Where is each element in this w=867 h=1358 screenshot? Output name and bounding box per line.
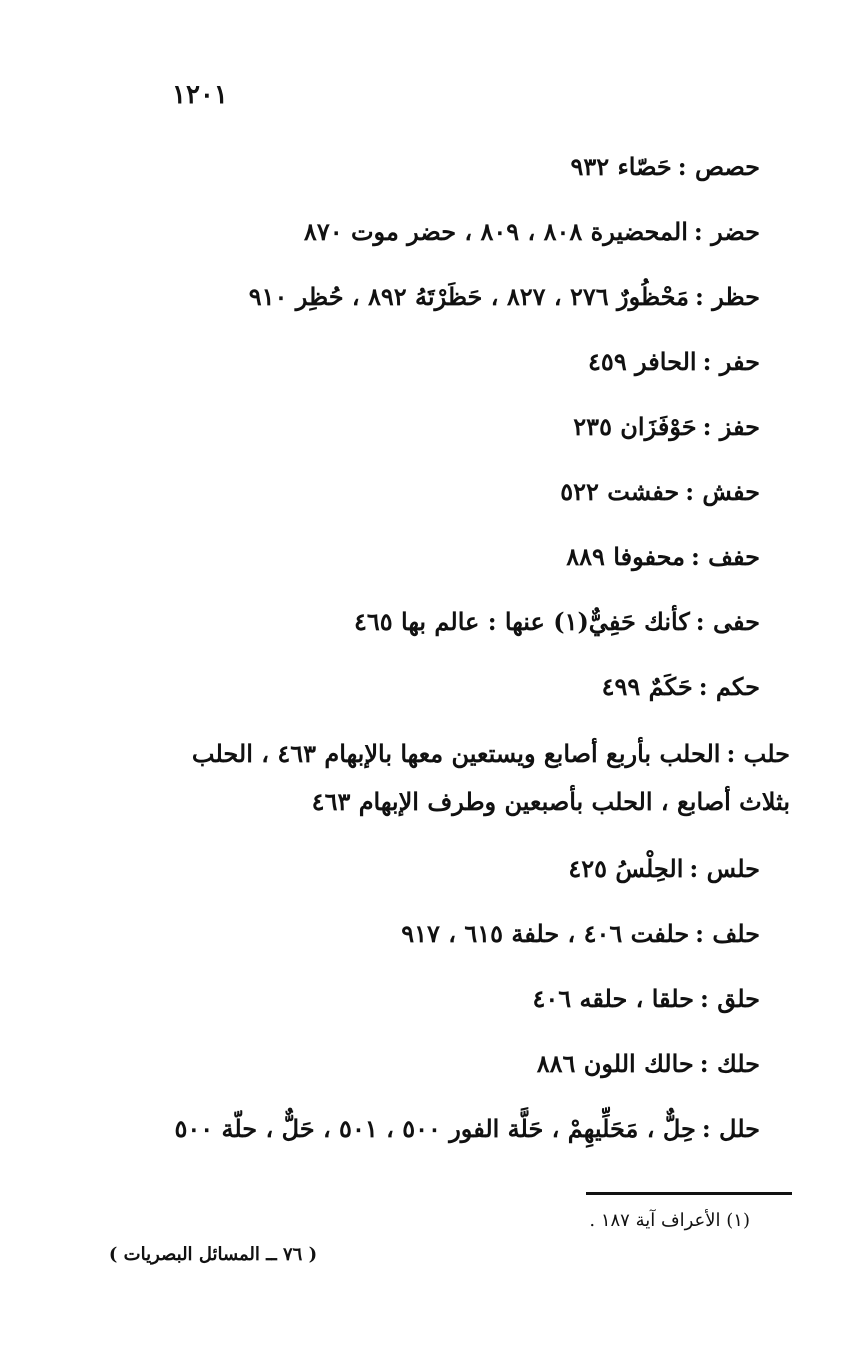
entry-text: حَكَمٌ ٤٩٩	[601, 672, 693, 701]
index-entry	[130, 1042, 760, 1086]
entry-root: حكم :	[698, 672, 760, 701]
entry-text: حَصّاء ٩٣٢	[570, 152, 672, 181]
index-entry	[130, 405, 760, 449]
index-entry	[140, 730, 790, 826]
index-entry	[130, 470, 760, 514]
entry-text: حلفت ٤٠٦ ، حلفة ٦١٥ ، ٩١٧	[401, 919, 690, 948]
index-entries	[130, 145, 790, 1172]
entry-text: كأنك حَفِيٌّ(١) عنها : عالم بها ٤٦٥	[353, 607, 690, 636]
index-entry	[130, 912, 760, 956]
entry-text: مَحْظُورٌ ٢٧٦ ، ٨٢٧ ، حَظَرْتَهُ ٨٩٢ ، حُظِر ٩١٠	[248, 282, 690, 311]
entry-text: الحافر ٤٥٩	[588, 347, 697, 376]
footnote: (١) الأعراف آية ١٨٧ .	[589, 1210, 750, 1231]
index-entry	[130, 600, 760, 644]
entry-root: حلق :	[699, 984, 760, 1013]
entry-root: حفى :	[695, 607, 760, 636]
entry-text: محفوفا ٨٨٩	[566, 542, 685, 571]
page-number: ١٢٠١	[172, 80, 228, 110]
entry-text: حلقا ، حلقه ٤٠٦	[532, 984, 694, 1013]
entry-root: حصص :	[677, 152, 760, 181]
entry-root: حلب :	[726, 739, 790, 768]
entry-root: حضر :	[693, 217, 760, 246]
entry-root: حلف :	[695, 919, 760, 948]
index-entry	[130, 340, 760, 384]
entry-text: حِلٌّ ، مَحَلِّيهِمْ ، حَلَّة الفور ٥٠٠ ، ٥٠١ ، حَلٌّ ، حلّة ٥٠٠	[174, 1114, 696, 1143]
page-footer: ( ٧٦ ــ المسائل البصريات )	[108, 1244, 318, 1265]
index-entry	[130, 145, 760, 189]
entry-root: حلك :	[699, 1049, 760, 1078]
entry-root: حفز :	[702, 412, 760, 441]
index-entry	[130, 1107, 760, 1151]
entry-text: حالك اللون ٨٨٦	[536, 1049, 694, 1078]
index-entry	[130, 847, 760, 891]
index-entry	[130, 665, 760, 709]
index-entry	[130, 210, 760, 254]
footnote-divider	[586, 1192, 792, 1195]
entry-root: حفر :	[702, 347, 760, 376]
entry-root: حلس :	[689, 854, 760, 883]
entry-text: حفشت ٥٢٢	[560, 477, 680, 506]
entry-root: حلل :	[701, 1114, 760, 1143]
entry-text: حَوْفَزَان ٢٣٥	[573, 412, 697, 441]
entry-text: الحلب بأربع أصابع ويستعين معها بالإبهام ٤٦٣ ، الحلب بثلاث أصابع ، الحلب بأصبعين وطرف الإبهام ٤٦٣	[191, 739, 790, 816]
entry-text: الحِلْسُ ٤٢٥	[568, 854, 684, 883]
entry-root: حظر :	[695, 282, 760, 311]
entry-text: المحضيرة ٨٠٨ ، ٨٠٩ ، حضر موت ٨٧٠	[303, 217, 688, 246]
entry-root: حفش :	[685, 477, 760, 506]
index-entry	[130, 275, 760, 319]
index-entry	[130, 535, 760, 579]
entry-root: حفف :	[690, 542, 760, 571]
index-entry	[130, 977, 760, 1021]
